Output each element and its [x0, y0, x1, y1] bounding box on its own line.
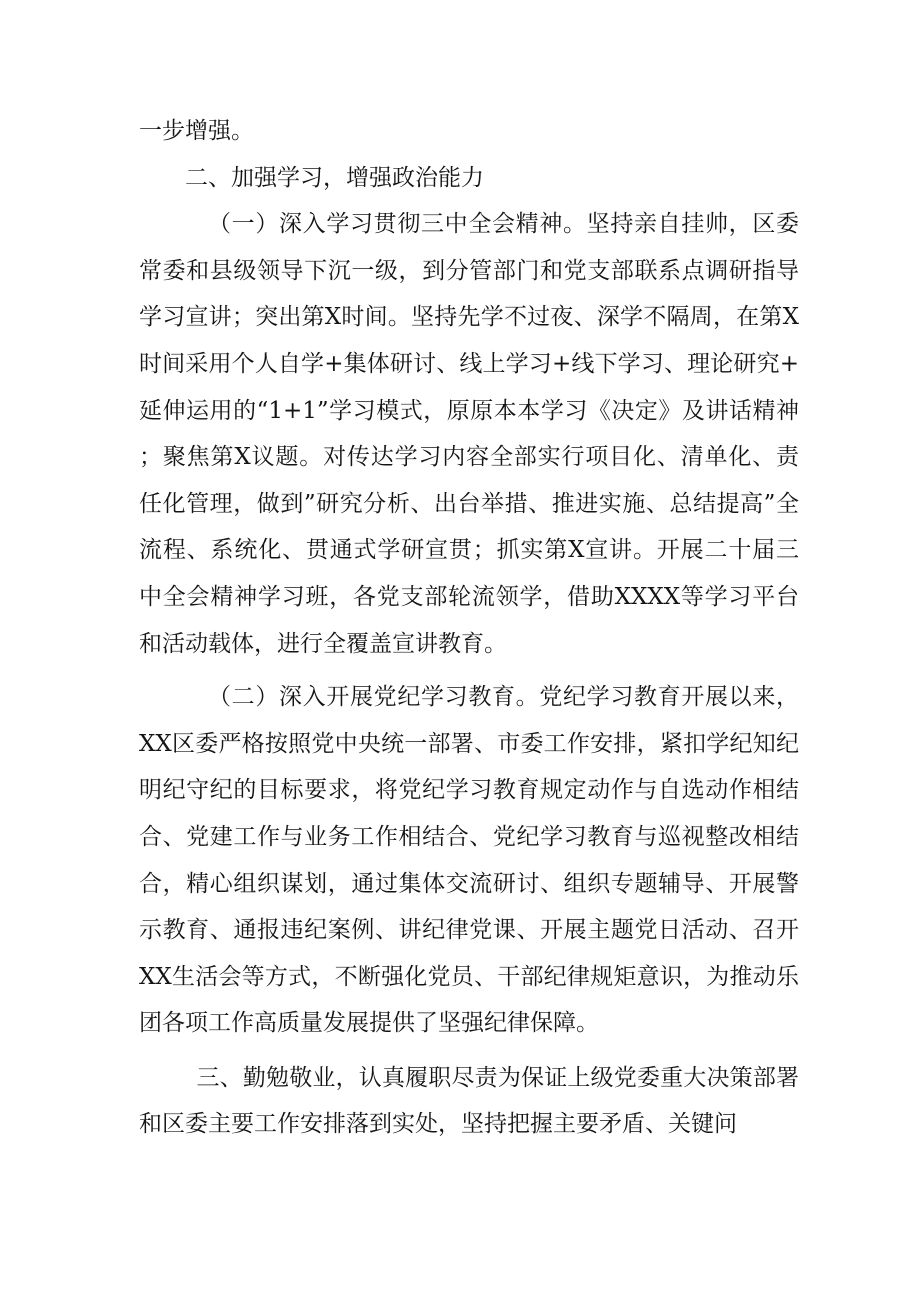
paragraph-subsection-one: （一）深入学习贯彻三中全会精神。坚持亲自挂帅，区委常委和县级领导下沉一级，到分管部门和党支部联系点调研指导学习宣讲；突出第X时间。坚持先学不过夜、深学不隔周，在第X时间采用个人自学+集体研讨、线上学习+线下学习、理论研究+延伸运用的“1+1”学习模式，原原本本学习《决定》及讲话精神；聚焦第X议题。对传达学习内容全部实行项目化、清单化、责任化管理，做到”研究分析、出台举措、推进实施、总结提高”全流程、系统化、贯通式学研宣贯；抓实第X宣讲。开展二十届三中全会精神学习班，各党支部轮流领学，借助XXXX等学习平台和活动载体，进行全覆盖宣讲教育。: [139, 211, 799, 657]
paragraph-continuation: 一步增强。: [139, 118, 254, 144]
section-heading-three-paragraph: 三、勤勉敬业，认真履职尽责为保证上级党委重大决策部署和区委主要工作安排落到实处，坚持把握主要矛盾、关键问: [139, 1064, 799, 1138]
paragraph-subsection-two: （二）深入开展党纪学习教育。党纪学习教育开展以来，XX区委严格按照党中央统一部署、市委工作安排，紧扣学纪知纪明纪守纪的目标要求，将党纪学习教育规定动作与自选动作相结合、党建工作与业务工作相结合、党纪学习教育与巡视整改相结合，精心组织谋划，通过集体交流研讨、组织专题辅导、开展警示教育、通报违纪案例、讲纪律党课、开展主题党日活动、召开XX生活会等方式，不断强化党员、干部纪律规矩意识，为推动乐团各项工作高质量发展提供了坚强纪律保障。: [139, 684, 799, 1037]
section-heading-two: 二、加强学习，增强政治能力: [185, 164, 484, 191]
document-body: [139, 108, 799, 1148]
